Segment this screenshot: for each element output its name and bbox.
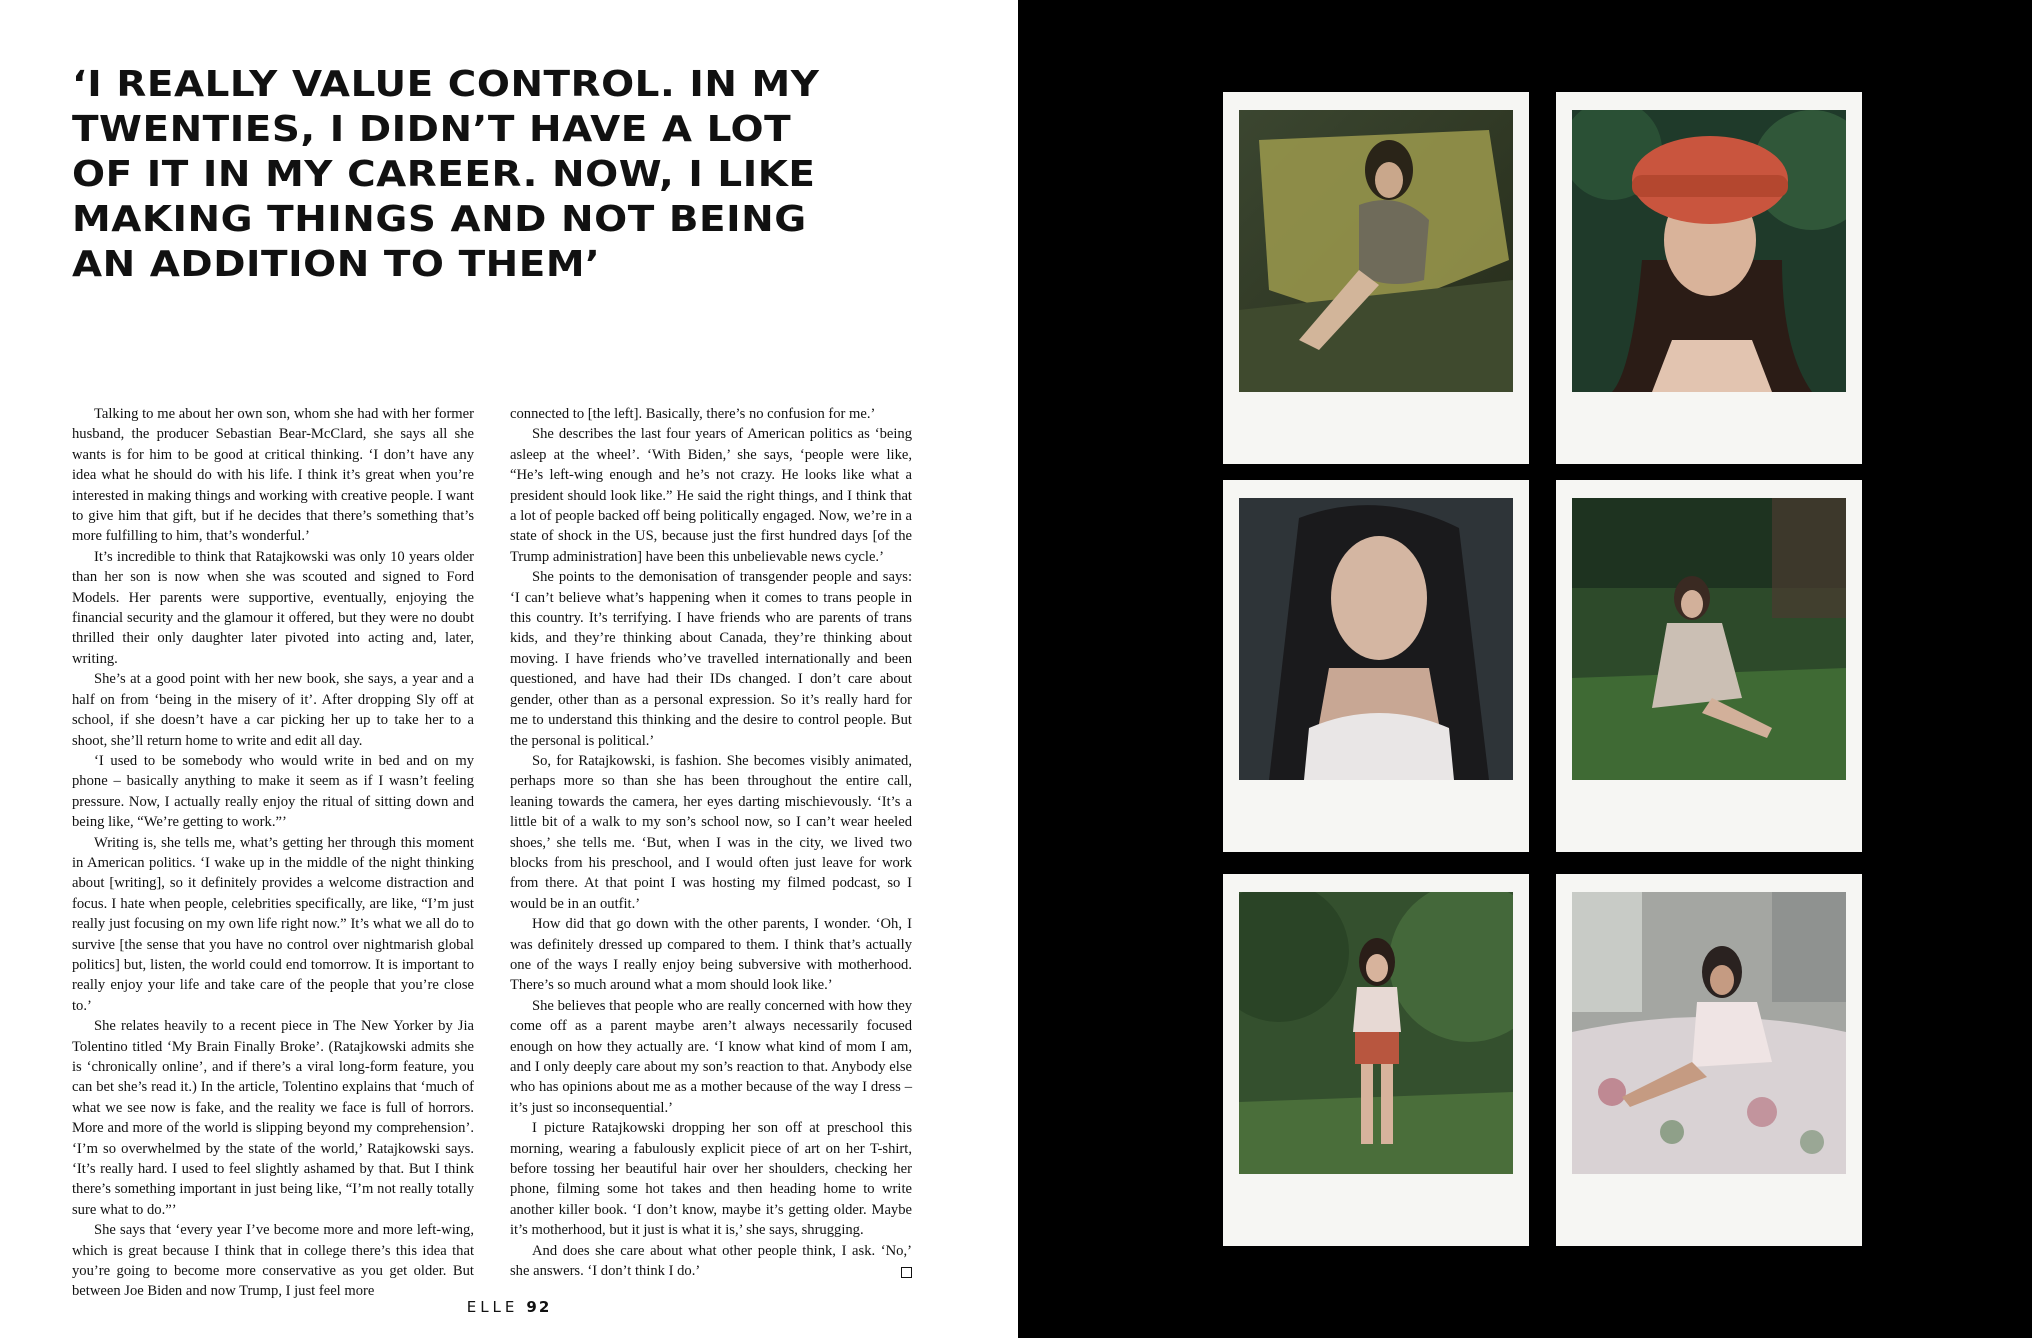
article-paragraph <box>510 1241 912 1282</box>
article-paragraph: She describes the last four years of American politics as ‘being asleep at the wheel’. ‘With Biden,’ she says, ‘people were like, “He’s left-wing enough and he’s not crazy. He looks like what a president should look like.” He said the right things, and I think that a lot of people backed off being politically engaged. Now, we’re in a state of shock in the US, because just the first hundred days [of the Trump administration] have been this unbelievable news cycle.’ <box>510 426 912 565</box>
pull-quote-line: AN ADDITION TO THEM’ <box>72 244 601 285</box>
pull-quote-line: TWENTIES, I DIDN’T HAVE A LOT <box>72 109 792 150</box>
photo-image <box>1239 892 1513 1174</box>
end-of-article-square-icon <box>901 1267 912 1278</box>
photo-image <box>1572 498 1846 780</box>
polaroid-5 <box>1223 874 1529 1246</box>
article-paragraph: I picture Ratajkowski dropping her son off at preschool this morning, wearing a fabulously explicit piece of art on her T-shirt, before tossing her beautiful hair over her shoulders, checking her phone, filming some hot takes and then heading home to write another killer book. ‘I don’t know, maybe it’s getting older. Maybe it’s motherhood, but it just is what it is,’ she says, shrugging. <box>510 1120 912 1239</box>
magazine-name: ELLE <box>466 1298 519 1316</box>
right-page-photo-spread <box>1018 0 2032 1338</box>
pull-quote <box>72 62 850 287</box>
photo-image <box>1239 110 1513 392</box>
pull-quote-line: ‘I REALLY VALUE CONTROL. IN MY <box>72 64 820 105</box>
article-paragraph: She points to the demonisation of transgender people and says: ‘I can’t believe what’s happening when it comes to trans people in this country. It’s terrifying. I have friends who are parents of trans kids, and they’re thinking about Canada, they’re thinking about moving. I have friends who’ve travelled internationally and been questioned, and have had their IDs changed. I don’t care about gender, other than as a personal expression. So it’s really hard for me to understand this thinking and the desire to control people. But the personal is political.’ <box>510 569 912 749</box>
article-paragraph: She believes that people who are really concerned with how they come off as a parent maybe aren’t always necessarily focused enough on how they actually are. ‘I know what kind of mom I am, and I only deeply care about my son’s reaction to that. Anybody else who has opinions about me as a mother because of the way I dress – it’s just so inconsequential.’ <box>510 997 912 1116</box>
polaroid-4 <box>1556 480 1862 852</box>
polaroid-3 <box>1223 480 1529 852</box>
page-folio <box>0 1298 1018 1316</box>
polaroid-1 <box>1223 92 1529 464</box>
polaroid-photo-woman-sitting-garden <box>1572 498 1846 780</box>
article-column-right <box>510 404 912 1281</box>
article-paragraph: ‘I used to be somebody who would write in bed and on my phone – basically anything to make it seem as if I wasn’t feeling pressure. Now, I actually really enjoy the ritual of sitting down and being like, “We’re getting to work.”’ <box>72 752 474 831</box>
polaroid-photo-woman-on-floral-bed <box>1572 892 1846 1174</box>
pull-quote-line: OF IT IN MY CAREER. NOW, I LIKE <box>72 154 816 195</box>
closing-line: And does she care about what other people think, I ask. ‘No,’ she answers. ‘I don’t think I do.’ <box>510 1242 912 1280</box>
polaroid-photo-woman-standing-garden <box>1239 892 1513 1174</box>
polaroid-2 <box>1556 92 1862 464</box>
polaroid-photo-woman-red-hat <box>1572 110 1846 392</box>
polaroid-6 <box>1556 874 1862 1246</box>
article-paragraph: So, for Ratajkowski, is fashion. She becomes visibly animated, perhaps more so than she has been throughout the entire call, leaning towards the camera, her eyes darting mischievously. ‘It’s a little bit of a walk to my son’s school now, so I can’t wear heeled shoes,’ she tells me. ‘But, when I was in the city, we lived two blocks from his preschool, and I would often just leave for work from there. At that point I was hosting my filmed podcast, so I would be in an outfit.’ <box>510 752 912 912</box>
pull-quote-line: MAKING THINGS AND NOT BEING <box>72 199 807 240</box>
article-paragraph: She relates heavily to a recent piece in The New Yorker by Jia Tolentino titled ‘My Brain Finally Broke’. (Ratajkowski admits she is ‘chronically online’, and if there’s a viral long-form feature, you can bet she’s read it.) In the article, Tolentino explains that ‘much of what we see now is fake, and the reality we face is full of horrors. More and more of the world is slipping beyond my comprehension’. ‘I’m so overwhelmed by the state of the world,’ Ratajkowski says. ‘It’s really hard. I used to feel slightly ashamed by that. But I think there’s something important in just being like, “I’m not really totally sure what to do.”’ <box>72 1018 474 1218</box>
photo-image <box>1572 110 1846 392</box>
article-paragraph: It’s incredible to think that Ratajkowski was only 10 years older than her son is now when she was scouted and signed to Ford Models. Her parents were supportive, eventually, enjoying the financial security and the glamour it offered, but they were no doubt thrilled their only daughter later pivoted into acting and, later, writing. <box>72 548 474 667</box>
photo-image <box>1572 892 1846 1174</box>
page-number: 92 <box>526 1298 552 1316</box>
photo-image <box>1239 498 1513 780</box>
article-paragraph: Writing is, she tells me, what’s getting her through this moment in American politics. ‘I wake up in the middle of the night thinking about [writing], so it definitely provides a welcome distraction and focus. I hate when people, celebrities specifically, are like, “I’m just really just focusing on my own life right now.” It’s what we all do to survive [the sense that you have no control over nightmarish global politics] but, listen, the world could end tomorrow. It is important to really enjoy your life and take care of the people that you’re close to.’ <box>72 834 474 1014</box>
article-paragraph: She’s at a good point with her new book, she says, a year and a half on from ‘being in the misery of it’. After dropping Sly off at school, if she doesn’t have a car picking her up to take her to a shoot, she’ll return home to write and edit all day. <box>72 671 474 749</box>
article-paragraph: She says that ‘every year I’ve become more and more left-wing, which is great because I think that in college there’s this idea that you’re going to become more conservative as you get older. But between Joe Biden and now Trump, I just feel more <box>72 1222 474 1300</box>
article-paragraph: Talking to me about her own son, whom she had with her former husband, the producer Sebastian Bear-McClard, she says all she wants is for him to be good at critical thinking. ‘I don’t have any idea what he should do with his life. I think it’s great when you’re interested in making things and working with creative people. I want to give him that gift, but if he decides that there’s something that’s more fulfilling to him, that’s wonderful.’ <box>72 406 474 545</box>
polaroid-photo-woman-on-sofa <box>1239 110 1513 392</box>
article-paragraph: connected to [the left]. Basically, there’s no confusion for me.’ <box>510 406 876 422</box>
article-paragraph: How did that go down with the other parents, I wonder. ‘Oh, I was definitely dressed up compared to them. I think that’s actually one of the ways I really enjoy being subversive with motherhood. There’s so much around what a mom should look like.’ <box>510 916 912 994</box>
article-column-left <box>72 404 474 1302</box>
polaroid-photo-woman-portrait-closeup <box>1239 498 1513 780</box>
